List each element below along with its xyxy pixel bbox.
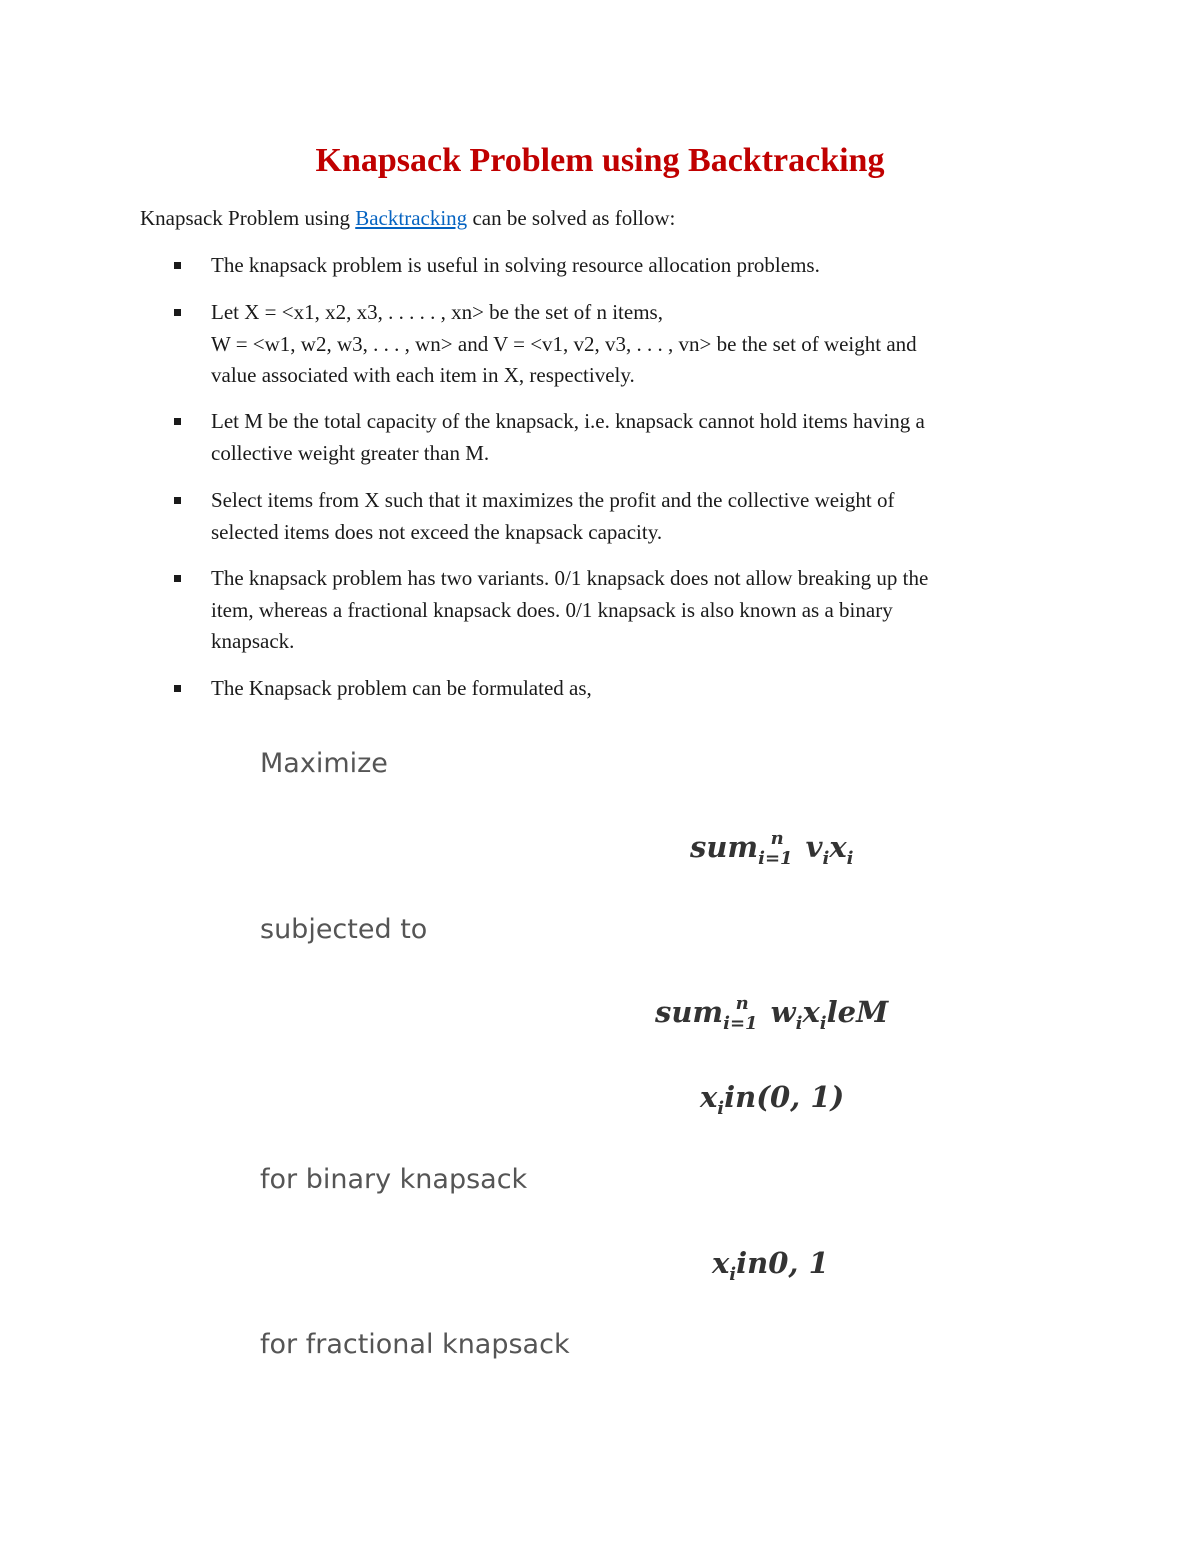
bullet-line: The Knapsack problem can be formulated as,	[211, 676, 592, 700]
page-title: Knapsack Problem using Backtracking	[315, 142, 885, 179]
bullet-line: item, whereas a fractional knapsack does. 0/1 knapsack is also known as a binary	[211, 597, 893, 622]
binary-domain-formula: $x_iin(0$, 1)	[700, 1080, 845, 1119]
bullet-square-icon	[174, 309, 181, 316]
intro-paragraph	[140, 202, 675, 234]
bullet-line: Let X = <x1, x2, x3, . . . . . , xn> be the set of n items,	[211, 300, 663, 324]
bullet-line: The knapsack problem has two variants. 0/1 knapsack does not allow breaking up the	[211, 566, 929, 590]
bullet-line: value associated with each item in X, respectively.	[211, 363, 635, 387]
bullet-square-icon	[174, 497, 181, 504]
bullet-square-icon	[174, 418, 181, 425]
subjected-to-label: subjected to	[260, 914, 428, 945]
intro-text-before: Knapsack Problem using	[140, 206, 356, 230]
bullet-line: knapsack.	[211, 629, 295, 653]
fractional-domain-formula: $x_iin0$, 1	[712, 1246, 829, 1285]
bullet-square-icon	[174, 575, 181, 582]
maximize-label: Maximize	[260, 748, 388, 779]
bullet-line: Let M be the total capacity of the knapsack, i.e. knapsack cannot hold items having a	[211, 409, 925, 433]
constraint-formula: sum$_{i=1}^n$ $w_ix_ileM$	[655, 993, 889, 1034]
intro-text-after: can be solved as follow:	[467, 206, 676, 230]
binary-knapsack-label: for binary knapsack	[260, 1164, 528, 1195]
bullet-line: selected items does not exceed the knapsack capacity.	[211, 519, 663, 544]
bullet-line: Select items from X such that it maximizes the profit and the collective weight of	[211, 488, 895, 512]
bullet-line: collective weight greater than M.	[211, 440, 490, 465]
bullet-square-icon	[174, 685, 181, 692]
fractional-knapsack-label: for fractional knapsack	[260, 1329, 570, 1360]
bullet-line: The knapsack problem is useful in solving resource allocation problems.	[211, 253, 820, 277]
bullet-square-icon	[174, 262, 181, 269]
objective-formula: sum$_{i=1}^n$ $v_ix_i$	[690, 828, 854, 869]
backtracking-link[interactable]: Backtracking	[355, 206, 468, 230]
bullet-line: W = <w1, w2, w3, . . . , wn> and V = <v1, v2, v3, . . . , vn> be the set of weight and	[211, 331, 917, 356]
